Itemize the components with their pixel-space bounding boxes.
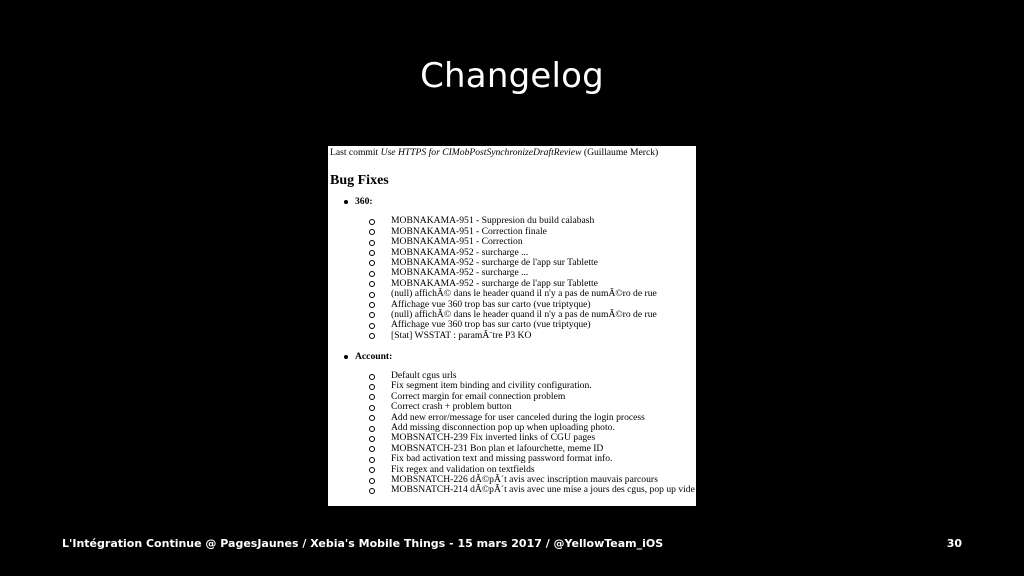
list-item: MOBSNATCH-239 Fix inverted links of CGU pages — [369, 433, 694, 443]
list-item: MOBNAKAMA-952 - surcharge de l'app sur Tablette — [369, 258, 694, 268]
list-item: Default cgus urls — [369, 371, 694, 381]
section-title-bug-fixes: Bug Fixes — [330, 173, 389, 189]
group-heading: Account: — [344, 352, 694, 363]
list-item: MOBSNATCH-226 dÃ©pÃ´t avis avec inscription mauvais parcours — [369, 475, 694, 485]
list-item: Correct margin for email connection problem — [369, 392, 694, 402]
commit-prefix: Last commit — [330, 147, 379, 158]
list-item: MOBNAKAMA-951 - Correction finale — [369, 227, 694, 237]
list-item: MOBNAKAMA-951 - Suppresion du build calabash — [369, 216, 694, 226]
bug-fix-groups — [330, 197, 694, 495]
group-account — [344, 352, 694, 496]
commit-title: Use HTTPS for CIMobPostSynchronizeDraftReview — [380, 147, 582, 158]
footer-text: L'Intégration Continue @ PagesJaunes / Xebia's Mobile Things - 15 mars 2017 / @YellowTeam_iOS — [62, 537, 664, 550]
list-item: [Stat] WSSTAT : paramÃ¨tre P3 KO — [369, 331, 694, 341]
list-item: Affichage vue 360 trop bas sur carto (vue triptyque) — [369, 300, 694, 310]
changelog-document — [328, 146, 696, 506]
slide-title: Changelog — [420, 56, 604, 96]
group-heading: 360: — [344, 197, 694, 208]
last-commit-line — [330, 148, 694, 158]
list-item: (null) affichÃ© dans le header quand il n'y a pas de numÃ©ro de rue — [369, 289, 694, 299]
list-item: MOBNAKAMA-951 - Correction — [369, 237, 694, 247]
list-item: Add new error/message for user canceled during the login process — [369, 413, 694, 423]
list-item: MOBSNATCH-231 Bon plan et lafourchette, meme ID — [369, 444, 694, 454]
page-number: 30 — [946, 537, 962, 550]
list-item: Fix regex and validation on textfields — [369, 465, 694, 475]
list-item: Fix bad activation text and missing password format info. — [369, 454, 694, 464]
list-item: MOBNAKAMA-952 - surcharge ... — [369, 248, 694, 258]
list-item: MOBNAKAMA-952 - surcharge de l'app sur Tablette — [369, 279, 694, 289]
group-items — [344, 216, 694, 341]
list-item: Add missing disconnection pop up when uploading photo. — [369, 423, 694, 433]
group-items — [344, 371, 694, 496]
list-item: MOBSNATCH-214 dÃ©pÃ´t avis avec une mise a jours des cgus, pop up vide — [369, 485, 694, 495]
list-item: Correct crash + problem button — [369, 402, 694, 412]
commit-author: (Guillaume Merck) — [583, 147, 659, 158]
list-item: Fix segment item binding and civility configuration. — [369, 381, 694, 391]
list-item: (null) affichÃ© dans le header quand il n'y a pas de numÃ©ro de rue — [369, 310, 694, 320]
group-360 — [344, 197, 694, 341]
list-item: MOBNAKAMA-952 - surcharge ... — [369, 268, 694, 278]
list-item: Affichage vue 360 trop bas sur carto (vue triptyque) — [369, 320, 694, 330]
